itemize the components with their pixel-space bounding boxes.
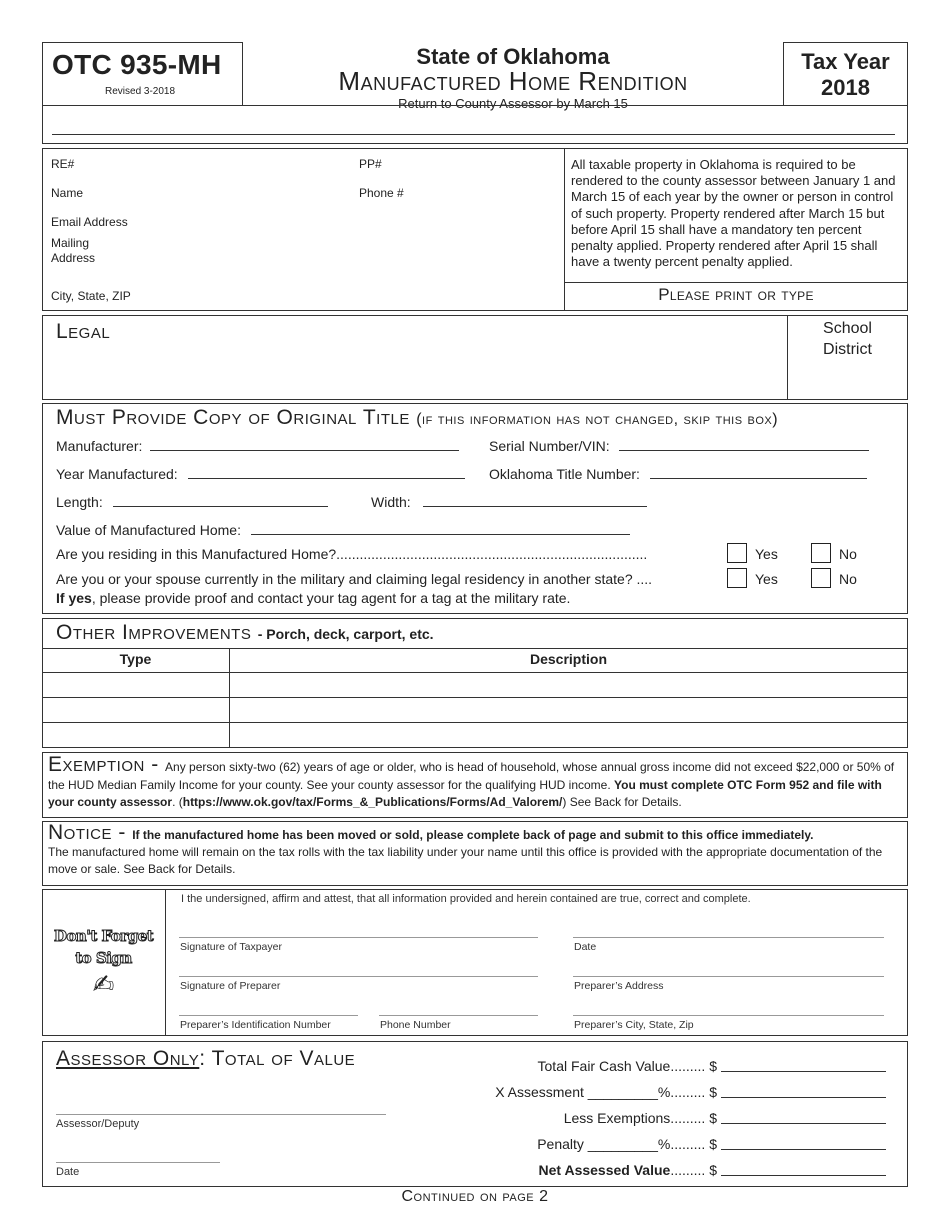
- sig-taxpayer-field[interactable]: [179, 912, 538, 937]
- prep-city-field[interactable]: [573, 993, 884, 1015]
- sig-preparer-field[interactable]: [179, 953, 538, 976]
- sig-taxpayer-label: Signature of Taxpayer: [180, 941, 282, 953]
- assessment-field[interactable]: [721, 1080, 886, 1097]
- name-label: Name: [51, 186, 84, 200]
- continued-note: Continued on page 2: [401, 1188, 549, 1205]
- improvement-row-1[interactable]: [43, 673, 907, 697]
- sign-reminder: Don't Forget to Sign: [53, 927, 154, 967]
- rendition-notice: All taxable property in Oklahoma is required to be rendered to the county assessor between January 1 and March 15 of each year by the owner or person in control of such property. Property rendered after March 15 but before April 15 shall have a mandatory ten percent penalty applied. Property rendered after April 15 shall have a twenty percent penalty applied.: [571, 157, 896, 270]
- tax-year-box: [783, 42, 908, 106]
- military-instruction: If yes, please provide proof and contact your tag agent for a tag at the military rate.: [56, 590, 571, 606]
- form-title: Manufactured Home Rendition: [338, 66, 688, 96]
- city-label: City, State, ZIP: [51, 289, 131, 303]
- exemption-url[interactable]: https://www.ok.gov/tax/Forms_&_Publications/Forms/Ad_Valorem/: [182, 795, 563, 809]
- mailing-label-2: Address: [51, 251, 96, 265]
- notice-text: Notice - If the manufactured home has been moved or sold, please complete back of page and submit to this office immediately. The manufactured home will remain on the tax rolls with the tax liability under your name until this office is provided with the appropriate documentation of the move or sale. See Back for Details.: [48, 821, 883, 876]
- fair-cash-field[interactable]: [721, 1054, 886, 1071]
- military-no-label: No: [839, 571, 857, 587]
- military-question: Are you or your spouse currently in the military and claiming legal residency in another state? ....: [56, 571, 653, 587]
- exemption-text: Exemption - Any person sixty-two (62) years of age or older, who is head of household, whose annual gross income did not exceed $22,000 or 50% of the HUD Median Family Income for your county. See your county assessor for the qualifying HUD income. You must complete OTC Form 952 and file with your county assessor. (https://www.ok.gov/tax/Forms_&_Publications/Forms/Ad_Valorem/) See Back for Details.: [48, 753, 895, 809]
- re-label: RE#: [51, 157, 75, 171]
- penalty-label: Penalty _________%......... $: [537, 1136, 717, 1152]
- school-district-label-2: District: [823, 341, 872, 358]
- fair-cash-label: Total Fair Cash Value......... $: [537, 1058, 717, 1074]
- assessor-date-label: Date: [56, 1166, 80, 1178]
- sig-date-field[interactable]: [573, 912, 884, 937]
- manufacturer-field[interactable]: Manufacturer:: [56, 437, 459, 454]
- military-yes-checkbox[interactable]: [727, 568, 747, 588]
- writing-hand-icon: ✍: [92, 970, 115, 1000]
- prep-phone-field[interactable]: [379, 993, 538, 1015]
- assessment-label: X Assessment _________%......... $: [495, 1084, 717, 1100]
- sig-preparer-label: Signature of Preparer: [180, 980, 281, 992]
- military-no-checkbox[interactable]: [811, 568, 831, 588]
- net-assessed-label: Net Assessed Value......... $: [538, 1162, 717, 1178]
- form-subtitle: Return to County Assessor by March 15: [398, 96, 628, 111]
- affirm-statement: I the undersigned, affirm and attest, that all information provided and herein contained are true, correct and complete.: [181, 893, 751, 905]
- phone-number-label: Phone Number: [380, 1019, 451, 1031]
- residing-question: Are you residing in this Manufactured Home?................................................................................: [56, 546, 648, 562]
- notice-heading: Notice -: [48, 821, 133, 844]
- residing-no-label: No: [839, 546, 857, 562]
- title-heading-note: (if this information has not changed, skip this box): [416, 411, 779, 428]
- improvement-row-2[interactable]: [43, 698, 907, 722]
- prep-id-field[interactable]: [179, 993, 358, 1015]
- col-type-header: Type: [119, 651, 152, 667]
- revised-date: Revised 3-2018: [105, 86, 176, 97]
- prep-address-field[interactable]: [573, 953, 884, 976]
- tax-year: 2018: [821, 75, 870, 100]
- col-description-header: Description: [529, 651, 607, 667]
- legal-box: [42, 315, 908, 400]
- improvement-row-3[interactable]: [43, 723, 907, 747]
- assessor-heading: Assessor Only: Total of Value: [56, 1047, 356, 1070]
- length-field[interactable]: Length:: [56, 493, 328, 510]
- legal-heading: Legal: [56, 320, 111, 343]
- state-title: State of Oklahoma: [416, 44, 610, 69]
- exemptions-field[interactable]: [721, 1106, 886, 1123]
- tax-year-label: Tax Year: [801, 49, 890, 74]
- prep-address-label: Preparer’s Address: [574, 980, 664, 992]
- prep-city-label: Preparer’s City, State, Zip: [574, 1019, 694, 1031]
- top-blank-box: [42, 105, 908, 144]
- residing-no-checkbox[interactable]: [811, 543, 831, 563]
- title-heading: [56, 406, 778, 430]
- assessor-date-field[interactable]: [56, 1140, 220, 1162]
- assessor-deputy-field[interactable]: [56, 1092, 386, 1114]
- form-number-box: [42, 42, 243, 106]
- penalty-field[interactable]: [721, 1132, 886, 1149]
- net-assessed-field[interactable]: [721, 1158, 886, 1175]
- value-field[interactable]: Value of Manufactured Home:: [56, 521, 630, 538]
- date-label: Date: [574, 941, 597, 953]
- print-note: Please print or type: [658, 285, 814, 304]
- improvements-heading: Other Improvements - Porch, deck, carport, etc.: [56, 621, 434, 644]
- pp-label: PP#: [359, 157, 382, 171]
- school-district-label-1: School: [823, 320, 872, 337]
- exemptions-label: Less Exemptions......... $: [563, 1110, 717, 1126]
- title-heading-main: Must Provide Copy of Original Title: [56, 406, 410, 429]
- year-field[interactable]: Year Manufactured:: [56, 465, 465, 482]
- phone-label: Phone #: [359, 186, 404, 200]
- serial-field[interactable]: Serial Number/VIN:: [489, 437, 869, 454]
- email-label: Email Address: [51, 215, 128, 229]
- ok-title-field[interactable]: Oklahoma Title Number:: [489, 465, 867, 482]
- mailing-label-1: Mailing: [51, 236, 90, 250]
- residing-yes-checkbox[interactable]: [727, 543, 747, 563]
- residing-yes-label: Yes: [755, 546, 778, 562]
- prep-id-label: Preparer’s Identification Number: [180, 1019, 331, 1031]
- exemption-heading: Exemption -: [48, 753, 166, 776]
- assessor-deputy-label: Assessor/Deputy: [56, 1118, 140, 1130]
- military-yes-label: Yes: [755, 571, 778, 587]
- form-number: OTC 935-MH: [52, 49, 222, 80]
- width-field[interactable]: Width:: [371, 493, 647, 510]
